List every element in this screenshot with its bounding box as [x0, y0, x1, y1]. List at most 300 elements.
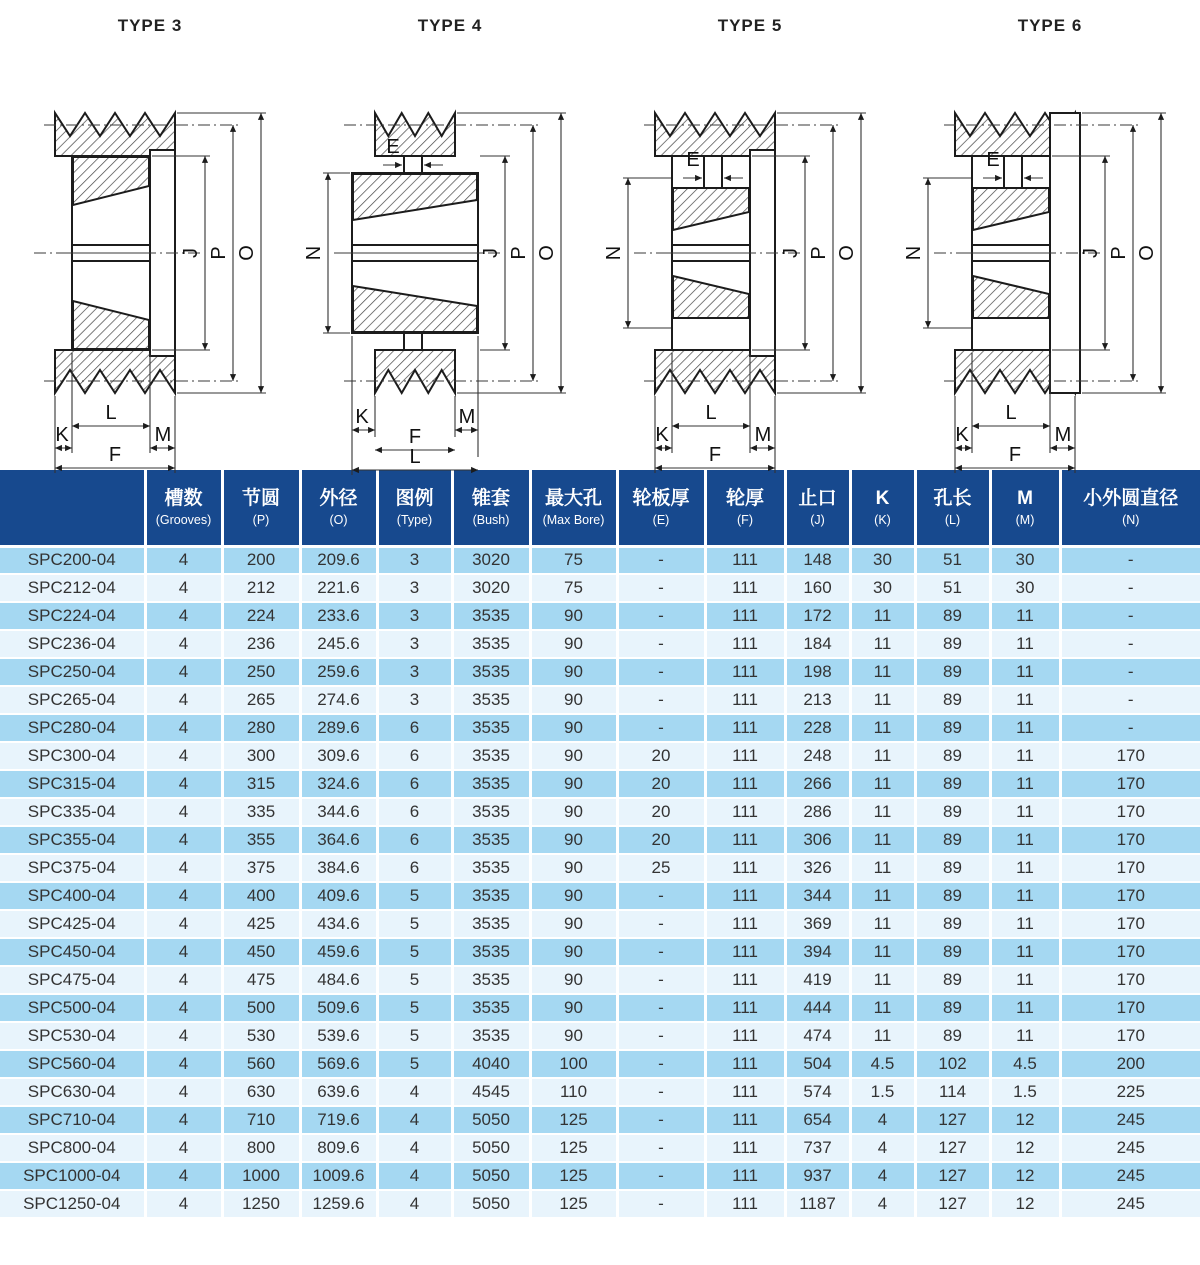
- value-cell: 6: [377, 742, 452, 770]
- value-cell: 89: [915, 630, 990, 658]
- svg-text:J: J: [1080, 248, 1102, 258]
- value-cell: 51: [915, 546, 990, 574]
- table-row: [0, 826, 1200, 854]
- value-cell: 450: [222, 938, 300, 966]
- svg-text:N: N: [603, 245, 625, 261]
- value-cell: -: [1060, 686, 1200, 714]
- table-row: [0, 1022, 1200, 1050]
- value-cell: 90: [530, 630, 617, 658]
- svg-text:L: L: [705, 402, 717, 424]
- value-cell: 11: [990, 798, 1060, 826]
- value-cell: 89: [915, 966, 990, 994]
- svg-text:M: M: [458, 406, 476, 428]
- value-cell: 89: [915, 770, 990, 798]
- value-cell: 90: [530, 1022, 617, 1050]
- value-cell: 11: [990, 1022, 1060, 1050]
- svg-text:P: P: [808, 246, 830, 260]
- value-cell: 111: [705, 994, 785, 1022]
- column-header: [915, 470, 990, 546]
- value-cell: 5: [377, 994, 452, 1022]
- value-cell: 170: [1060, 910, 1200, 938]
- value-cell: 3535: [452, 798, 530, 826]
- value-cell: 90: [530, 938, 617, 966]
- value-cell: 225: [1060, 1078, 1200, 1106]
- type-5-diagram: [600, 38, 900, 478]
- value-cell: 170: [1060, 938, 1200, 966]
- table-row: [0, 966, 1200, 994]
- value-cell: 4: [145, 714, 222, 742]
- value-cell: -: [617, 1134, 705, 1162]
- column-header-zh: 节圆: [241, 487, 280, 509]
- value-cell: 3535: [452, 658, 530, 686]
- value-cell: 4: [145, 938, 222, 966]
- column-header-en: (Bush): [472, 512, 510, 527]
- column-header-zh: 锥套: [471, 487, 510, 509]
- value-cell: -: [617, 714, 705, 742]
- table-row: [0, 574, 1200, 602]
- value-cell: 3535: [452, 602, 530, 630]
- svg-text:O: O: [1136, 245, 1158, 261]
- svg-text:K: K: [355, 406, 369, 428]
- value-cell: 639.6: [300, 1078, 377, 1106]
- type-4-diagram: [300, 38, 600, 478]
- model-cell: SPC500-04: [0, 994, 145, 1022]
- value-cell: 111: [705, 714, 785, 742]
- column-header-zh: 外径: [319, 487, 358, 509]
- value-cell: 114: [915, 1078, 990, 1106]
- model-cell: SPC630-04: [0, 1078, 145, 1106]
- column-header: [222, 470, 300, 546]
- value-cell: 170: [1060, 882, 1200, 910]
- value-cell: 4: [145, 658, 222, 686]
- type-3-title: TYPE 3: [117, 16, 183, 35]
- value-cell: 5: [377, 882, 452, 910]
- value-cell: 89: [915, 714, 990, 742]
- value-cell: 89: [915, 686, 990, 714]
- value-cell: 315: [222, 770, 300, 798]
- value-cell: 4: [850, 1190, 915, 1218]
- value-cell: 90: [530, 770, 617, 798]
- value-cell: 90: [530, 714, 617, 742]
- value-cell: 111: [705, 1078, 785, 1106]
- column-header: [1060, 470, 1200, 546]
- value-cell: 6: [377, 854, 452, 882]
- value-cell: 170: [1060, 994, 1200, 1022]
- value-cell: 3535: [452, 966, 530, 994]
- value-cell: 245: [1060, 1106, 1200, 1134]
- value-cell: 3020: [452, 546, 530, 574]
- spec-table: [0, 470, 1200, 1219]
- value-cell: -: [1060, 630, 1200, 658]
- value-cell: 409.6: [300, 882, 377, 910]
- model-cell: SPC530-04: [0, 1022, 145, 1050]
- model-cell: SPC450-04: [0, 938, 145, 966]
- column-header-zh: M: [1017, 487, 1033, 509]
- value-cell: 30: [850, 574, 915, 602]
- value-cell: 148: [785, 546, 850, 574]
- value-cell: 4: [377, 1106, 452, 1134]
- table-row: [0, 770, 1200, 798]
- value-cell: 809.6: [300, 1134, 377, 1162]
- value-cell: 737: [785, 1134, 850, 1162]
- svg-text:F: F: [708, 444, 722, 466]
- column-header: [850, 470, 915, 546]
- value-cell: 111: [705, 854, 785, 882]
- value-cell: 3535: [452, 910, 530, 938]
- value-cell: 30: [850, 546, 915, 574]
- value-cell: 110: [530, 1078, 617, 1106]
- value-cell: 400: [222, 882, 300, 910]
- value-cell: 90: [530, 826, 617, 854]
- value-cell: 4: [145, 854, 222, 882]
- value-cell: 89: [915, 798, 990, 826]
- value-cell: 4: [850, 1134, 915, 1162]
- svg-text:J: J: [780, 248, 802, 258]
- table-row: [0, 742, 1200, 770]
- value-cell: 266: [785, 770, 850, 798]
- value-cell: 11: [850, 798, 915, 826]
- value-cell: 265: [222, 686, 300, 714]
- value-cell: 111: [705, 1050, 785, 1078]
- model-cell: SPC212-04: [0, 574, 145, 602]
- value-cell: 4: [145, 826, 222, 854]
- value-cell: 11: [990, 966, 1060, 994]
- value-cell: 4: [377, 1078, 452, 1106]
- value-cell: 5050: [452, 1134, 530, 1162]
- column-header-en: (L): [944, 512, 961, 527]
- value-cell: 90: [530, 882, 617, 910]
- value-cell: 274.6: [300, 686, 377, 714]
- value-cell: 6: [377, 770, 452, 798]
- model-cell: SPC265-04: [0, 686, 145, 714]
- column-header: [377, 470, 452, 546]
- value-cell: 335: [222, 798, 300, 826]
- value-cell: 11: [990, 882, 1060, 910]
- value-cell: 937: [785, 1162, 850, 1190]
- value-cell: 4: [145, 770, 222, 798]
- svg-text:P: P: [208, 246, 230, 260]
- value-cell: 4: [145, 1022, 222, 1050]
- value-cell: 11: [990, 910, 1060, 938]
- value-cell: 111: [705, 602, 785, 630]
- value-cell: 4: [145, 1162, 222, 1190]
- table-row: [0, 546, 1200, 574]
- value-cell: 259.6: [300, 658, 377, 686]
- value-cell: 100: [530, 1050, 617, 1078]
- value-cell: 11: [990, 742, 1060, 770]
- value-cell: -: [617, 966, 705, 994]
- value-cell: 245: [1060, 1190, 1200, 1218]
- value-cell: 184: [785, 630, 850, 658]
- value-cell: -: [617, 882, 705, 910]
- model-cell: SPC335-04: [0, 798, 145, 826]
- value-cell: 4545: [452, 1078, 530, 1106]
- type-3-drawing: [0, 0, 300, 470]
- value-cell: 111: [705, 826, 785, 854]
- value-cell: 3: [377, 658, 452, 686]
- table-row: [0, 658, 1200, 686]
- value-cell: 11: [850, 630, 915, 658]
- column-header-en: (E): [652, 512, 670, 527]
- value-cell: 630: [222, 1078, 300, 1106]
- table-row: [0, 1106, 1200, 1134]
- value-cell: 89: [915, 882, 990, 910]
- table-row: [0, 994, 1200, 1022]
- value-cell: 1250: [222, 1190, 300, 1218]
- svg-text:J: J: [180, 248, 202, 258]
- value-cell: 444: [785, 994, 850, 1022]
- column-header: [617, 470, 705, 546]
- value-cell: 212: [222, 574, 300, 602]
- value-cell: 4: [145, 546, 222, 574]
- value-cell: 6: [377, 798, 452, 826]
- table-row: [0, 686, 1200, 714]
- value-cell: 344.6: [300, 798, 377, 826]
- value-cell: 3: [377, 686, 452, 714]
- value-cell: 4: [145, 1106, 222, 1134]
- value-cell: 4040: [452, 1050, 530, 1078]
- type-5-drawing: [600, 0, 900, 470]
- value-cell: 236: [222, 630, 300, 658]
- model-cell: SPC800-04: [0, 1134, 145, 1162]
- value-cell: 4: [377, 1134, 452, 1162]
- value-cell: 12: [990, 1162, 1060, 1190]
- value-cell: -: [617, 1050, 705, 1078]
- svg-text:E: E: [986, 149, 1000, 171]
- column-header-en: (N): [1122, 512, 1140, 527]
- value-cell: 111: [705, 966, 785, 994]
- svg-text:M: M: [154, 424, 172, 446]
- svg-text:O: O: [836, 245, 858, 261]
- column-header-zh: 孔长: [933, 487, 972, 509]
- svg-text:K: K: [955, 424, 969, 446]
- value-cell: 111: [705, 1134, 785, 1162]
- value-cell: 375: [222, 854, 300, 882]
- column-header-en: (J): [810, 512, 825, 527]
- value-cell: -: [617, 602, 705, 630]
- value-cell: 90: [530, 854, 617, 882]
- value-cell: 4: [145, 910, 222, 938]
- column-header-zh: 止口: [798, 487, 837, 509]
- svg-text:N: N: [903, 245, 925, 261]
- svg-text:F: F: [108, 444, 122, 466]
- value-cell: 11: [850, 714, 915, 742]
- value-cell: 800: [222, 1134, 300, 1162]
- value-cell: 111: [705, 630, 785, 658]
- table-row: [0, 602, 1200, 630]
- value-cell: 11: [850, 966, 915, 994]
- value-cell: 425: [222, 910, 300, 938]
- value-cell: -: [617, 1190, 705, 1218]
- value-cell: 569.6: [300, 1050, 377, 1078]
- value-cell: 1009.6: [300, 1162, 377, 1190]
- column-header-zh: 轮板厚: [632, 487, 690, 509]
- value-cell: 127: [915, 1134, 990, 1162]
- spec-table-body: [0, 546, 1200, 1218]
- value-cell: 4: [145, 798, 222, 826]
- value-cell: 125: [530, 1106, 617, 1134]
- column-header-en: (M): [1015, 512, 1035, 527]
- value-cell: 245: [1060, 1162, 1200, 1190]
- value-cell: 6: [377, 714, 452, 742]
- value-cell: 245.6: [300, 630, 377, 658]
- value-cell: 11: [850, 994, 915, 1022]
- value-cell: 5050: [452, 1106, 530, 1134]
- value-cell: 484.6: [300, 966, 377, 994]
- value-cell: 1187: [785, 1190, 850, 1218]
- value-cell: 459.6: [300, 938, 377, 966]
- value-cell: 11: [990, 686, 1060, 714]
- value-cell: 30: [990, 574, 1060, 602]
- value-cell: 3535: [452, 826, 530, 854]
- column-header-en: (P): [252, 512, 270, 527]
- column-header-en: (K): [874, 512, 891, 527]
- value-cell: 170: [1060, 770, 1200, 798]
- value-cell: 475: [222, 966, 300, 994]
- value-cell: 127: [915, 1162, 990, 1190]
- value-cell: 530: [222, 1022, 300, 1050]
- value-cell: 3: [377, 574, 452, 602]
- column-header-zh: 轮厚: [725, 487, 764, 509]
- value-cell: 1.5: [850, 1078, 915, 1106]
- model-cell: SPC280-04: [0, 714, 145, 742]
- value-cell: 89: [915, 826, 990, 854]
- value-cell: 111: [705, 742, 785, 770]
- value-cell: 224: [222, 602, 300, 630]
- value-cell: 25: [617, 854, 705, 882]
- table-row: [0, 630, 1200, 658]
- value-cell: -: [617, 630, 705, 658]
- value-cell: 75: [530, 574, 617, 602]
- value-cell: 4: [850, 1106, 915, 1134]
- model-cell: SPC300-04: [0, 742, 145, 770]
- model-cell: SPC315-04: [0, 770, 145, 798]
- value-cell: 30: [990, 546, 1060, 574]
- svg-text:E: E: [686, 149, 700, 171]
- value-cell: 111: [705, 938, 785, 966]
- value-cell: 127: [915, 1106, 990, 1134]
- svg-text:P: P: [508, 246, 530, 260]
- value-cell: 89: [915, 938, 990, 966]
- value-cell: -: [617, 1162, 705, 1190]
- value-cell: 90: [530, 742, 617, 770]
- value-cell: 504: [785, 1050, 850, 1078]
- value-cell: 344: [785, 882, 850, 910]
- svg-text:M: M: [1054, 424, 1072, 446]
- table-row: [0, 1190, 1200, 1218]
- value-cell: 170: [1060, 854, 1200, 882]
- header-row: [0, 470, 1200, 546]
- column-header: [452, 470, 530, 546]
- table-row: [0, 1078, 1200, 1106]
- value-cell: 5: [377, 1050, 452, 1078]
- value-cell: 719.6: [300, 1106, 377, 1134]
- value-cell: 5: [377, 1022, 452, 1050]
- value-cell: -: [1060, 714, 1200, 742]
- column-header: [145, 470, 222, 546]
- column-header: [990, 470, 1060, 546]
- column-header-zh: 最大孔: [544, 487, 602, 509]
- svg-text:L: L: [409, 446, 421, 468]
- value-cell: 11: [850, 910, 915, 938]
- model-cell: SPC560-04: [0, 1050, 145, 1078]
- value-cell: 560: [222, 1050, 300, 1078]
- value-cell: 394: [785, 938, 850, 966]
- value-cell: 111: [705, 770, 785, 798]
- column-header: [300, 470, 377, 546]
- type-6-drawing: [900, 0, 1200, 470]
- value-cell: 4: [850, 1162, 915, 1190]
- value-cell: -: [1060, 546, 1200, 574]
- column-header-en: (O): [329, 512, 348, 527]
- value-cell: 111: [705, 546, 785, 574]
- value-cell: 111: [705, 1162, 785, 1190]
- column-header-en: (Grooves): [155, 512, 212, 527]
- value-cell: 4: [377, 1190, 452, 1218]
- spec-table-head: [0, 470, 1200, 546]
- value-cell: 3535: [452, 938, 530, 966]
- value-cell: 5050: [452, 1162, 530, 1190]
- value-cell: 11: [990, 630, 1060, 658]
- value-cell: 474: [785, 1022, 850, 1050]
- value-cell: 111: [705, 686, 785, 714]
- value-cell: 170: [1060, 742, 1200, 770]
- value-cell: 4: [145, 742, 222, 770]
- value-cell: 213: [785, 686, 850, 714]
- value-cell: 12: [990, 1190, 1060, 1218]
- svg-text:N: N: [303, 245, 325, 261]
- value-cell: 4: [145, 882, 222, 910]
- value-cell: 3535: [452, 854, 530, 882]
- model-cell: SPC375-04: [0, 854, 145, 882]
- value-cell: -: [617, 910, 705, 938]
- value-cell: 125: [530, 1134, 617, 1162]
- value-cell: 1000: [222, 1162, 300, 1190]
- value-cell: 364.6: [300, 826, 377, 854]
- table-row: [0, 882, 1200, 910]
- value-cell: 369: [785, 910, 850, 938]
- value-cell: 539.6: [300, 1022, 377, 1050]
- value-cell: 3535: [452, 1022, 530, 1050]
- value-cell: 111: [705, 1106, 785, 1134]
- value-cell: 289.6: [300, 714, 377, 742]
- value-cell: 4: [145, 966, 222, 994]
- value-cell: 90: [530, 966, 617, 994]
- value-cell: 300: [222, 742, 300, 770]
- value-cell: 3020: [452, 574, 530, 602]
- column-header: [705, 470, 785, 546]
- table-row: [0, 1162, 1200, 1190]
- column-header-zh: 小外圆直径: [1083, 487, 1179, 509]
- value-cell: 3535: [452, 686, 530, 714]
- value-cell: 20: [617, 826, 705, 854]
- value-cell: 500: [222, 994, 300, 1022]
- value-cell: 102: [915, 1050, 990, 1078]
- value-cell: 710: [222, 1106, 300, 1134]
- type-4-drawing: [300, 0, 600, 470]
- table-row: [0, 1050, 1200, 1078]
- svg-text:P: P: [1108, 246, 1130, 260]
- value-cell: 89: [915, 742, 990, 770]
- value-cell: -: [617, 546, 705, 574]
- value-cell: 384.6: [300, 854, 377, 882]
- value-cell: 3535: [452, 882, 530, 910]
- value-cell: 111: [705, 798, 785, 826]
- table-row: [0, 798, 1200, 826]
- value-cell: 228: [785, 714, 850, 742]
- model-cell: SPC475-04: [0, 966, 145, 994]
- type-4-title: TYPE 4: [417, 16, 483, 35]
